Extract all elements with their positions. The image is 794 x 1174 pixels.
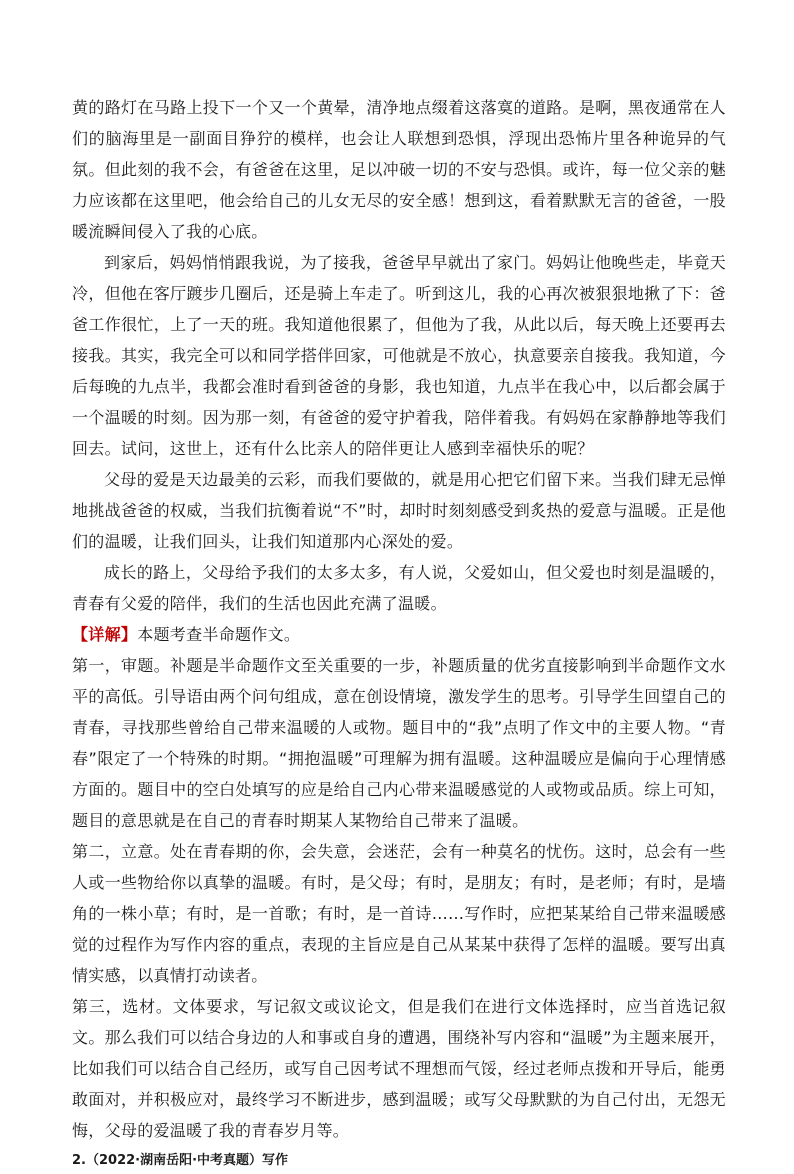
essay-paragraph-2: 到家后，妈妈悄悄跟我说，为了接我，爸爸早早就出了家门。妈妈让他晚些走，毕竟天冷，但他在客厅踱步几圈后，还是骑上车走了。听到这儿，我的心再次被狠狠地揪了下：爸爸工作很忙，上了一天的班。我知道他很累了，但他为了我，从此以后，每天晚上还要再去接我。其实，我完全可以和同学搭伴回家，可他就是不放心，执意要亲自接我。我知道，今后每晚的九点半，我都会准时看到爸爸的身影，我也知道，九点半在我心中，以后都会属于一个温暖的时刻。因为那一刻，有爸爸的爱守护着我，陪伴着我。有妈妈在家静静地等我们回去。试问，这世上，还有什么比亲人的陪伴更让人感到幸福快乐的呢？ (72, 253, 726, 458)
detail-tag: 【详解】 (72, 625, 138, 644)
detail-intro (72, 619, 726, 650)
essay-paragraph-1: 黄的路灯在马路上投下一个又一个黄晕，清净地点缀着这落寞的道路。是啊，黑夜通常在人们的脑海里是一副面目狰狞的模样，也会让人联想到恐惧，浮现出恐怖片里各种诡异的气氛。但此刻的我不会，有爸爸在这里，足以冲破一切的不安与恐惧。或许，每一位父亲的魅力应该都在这里吧，他会给自己的儿女无尽的安全感！想到这，看着默默无言的爸爸，一股暖流瞬间侵入了我的心底。 (72, 98, 726, 241)
next-question-heading: 2.（2022·湖南岳阳·中考真题）写作 (72, 1153, 289, 1168)
essay-paragraph-3: 父母的爱是天边最美的云彩，而我们要做的，就是用心把它们留下来。当我们肆无忌惮地挑战爸爸的权威，当我们抗衡着说“不”时，却时时刻刻感受到炙热的爱意与温暖。正是他们的温暖，让我们回头，让我们知道那内心深处的爱。 (72, 470, 726, 551)
detail-paragraph-3: 第三，选材。文体要求，写记叙文或议论文，但是我们在进行文体选择时，应当首选记叙文。那么我们可以结合身边的人和事或自身的遭遇，围绕补写内容和“温暖”为主题来展开，比如我们可以结合自己经历，或写自己因考试不理想而气馁，经过老师点拨和开导后，能勇敢面对，并积极应对，最终学习不断进步，感到温暖；或写父母默默的为自己付出，无怨无悔，父母的爱温暖了我的青春岁月等。 (72, 997, 726, 1140)
detail-paragraph-2: 第二，立意。处在青春期的你，会失意，会迷茫，会有一种莫名的忧伤。这时，总会有一些人或一些物给你以真挚的温暖。有时，是父母；有时，是朋友；有时，是老师；有时，是墙角的一株小草；有时，是一首歌；有时，是一首诗……写作时，应把某某给自己带来温暖感觉的过程作为写作内容的重点，表现的主旨应是自己从某某中获得了怎样的温暖。要写出真情实感，以真情打动读者。 (72, 842, 726, 985)
detail-intro-text: 本题考查半命题作文。 (137, 625, 301, 644)
essay-paragraph-4: 成长的路上，父母给予我们的太多太多，有人说，父爱如山，但父爱也时刻是温暖的，青春有父爱的陪伴，我们的生活也因此充满了温暖。 (72, 563, 726, 613)
detail-paragraph-1: 第一，审题。补题是半命题作文至关重要的一步，补题质量的优劣直接影响到半命题作文水平的高低。引导语由两个问句组成，意在创设情境，激发学生的思考。引导学生回望自己的青春，寻找那些曾给自己带来温暖的人或物。题目中的“我”点明了作文中的主要人物。“青春”限定了一个特殊的时期。“拥抱温暖”可理解为拥有温暖。这种温暖应是偏向于心理情感方面的。题目中的空白处填写的应是给自己内心带来温暖感觉的人或物或品质。综上可知，题目的意思就是在自己的青春时期某人某物给自己带来了温暖。 (72, 656, 726, 830)
